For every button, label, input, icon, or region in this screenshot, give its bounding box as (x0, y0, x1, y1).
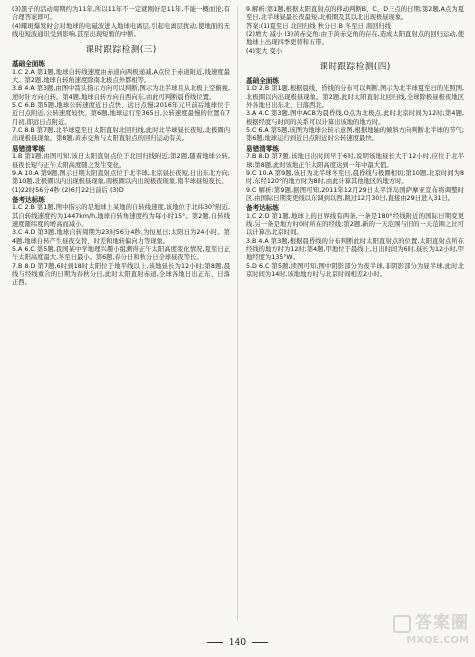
answer-paragraph: 7.B 8.D 第7题,6时到18时太阳位于地平线以上,该地昼长为12小时;第8题,晨线与经线重合的日期为春秋分日,此时太阳直射赤道,全球各地日出正东、日落正西。 (12, 262, 230, 287)
subsection-title: 基础全面练 (12, 60, 45, 69)
answer-paragraph: 7.C 8.B 第7题,北半球夏至日太阳直射北回归线,此时北半球昼长夜短,北极圈内出现极昼现象。第8题,黄赤交角与太阳直射点的回归运动有关。 (12, 127, 230, 143)
right-top-paragraphs (246, 6, 464, 56)
answer-paragraph: 3.A 4.C 第3题,图中ACB为晨昏线,O点为北极点,此时北京时间为12时;第4题,根据经度与时间的关系可以计算出该地的地方时。 (246, 110, 464, 126)
paragraph: (3)黑子的活动周期约为11年,所以11年不一定就刚好是11年,不能一概而论,有合理答案即可。 (12, 6, 230, 22)
paragraph: 9.解析:第1题,根据太阳直射点的移动判断B、C、D三点的日期;第2题,A点为夏至日,北半球昼最长夜最短,北极圈及其以北出现极昼现象。 (246, 6, 464, 22)
answer-paragraph: 1.C 2.B 第1题,图中指示的是地球上某地的自转线速度,该地位于北纬30°附近,其自转线速度约为1447km/h,地球自转角速度约为每小时15°。第2题,自转线速度随纬度的增高而减小。 (12, 204, 230, 228)
left-blocks (12, 60, 230, 287)
answer-paragraph: 3.B 4.A 第3题,根据晨昏线的分布判断此时太阳直射点的位置,太阳直射点所在经线的地方时为12时;第4题,甲地位于晨线上,日出时间为6时,昼长为12小时,甲地经度为135°W。 (246, 237, 464, 262)
answer-paragraph: 5.C 6.A 第5题,该图为地球公转示意图,根据地轴的倾斜方向判断北半球的节气;第6题,地球运行到近日点附近时公转速度最快。 (246, 127, 464, 143)
answer-paragraph: 7.B 8.D 第7题,该地日出时间早于6时,说明该地昼长大于12小时,应位于北半球;第8题,此时该地正午太阳高度达到一年中最大值。 (246, 153, 464, 169)
answer-paragraph: 1.B 第1题,由图可知,该日太阳直射点位于北回归线附近;第2题,随着地球公转,昼夜长短与正午太阳高度随之发生变化。 (12, 153, 230, 169)
subsection-title: 备考达标练 (12, 195, 45, 204)
answer-paragraph: 5.D 6.C 第5题,读图可知,图中阴影部分为夜半球,非阴影部分为昼半球,此时北京时间为14时,该地地方时与北京时间相差2小时。 (246, 262, 464, 278)
page-number-text: 140 (228, 638, 247, 648)
left-column (12, 6, 230, 288)
column-divider (237, 6, 238, 621)
page-number-rule-right (252, 642, 268, 643)
watermark-logo (393, 613, 469, 653)
answer-paragraph: 9.C 10.A 第9题,该日为北半球冬至日,晨昏线与极圈相切;第10题,北京时间为8时,东经120°的地方时为8时,由此计算其他地区的地方时。 (246, 169, 464, 186)
subsection-title: 易错清零练 (12, 144, 45, 153)
answer-paragraph: 3.C 4.D 第3题,地球自转周期为23时56分4秒,为恒星日;太阳日为24小时。第4题,地球自转产生昼夜交替、时差和地转偏向力等现象。 (12, 229, 230, 245)
answer-paragraph: 9.C 解析:第9题,据图可知,2011年12月29日太平洋岛国萨摩亚宣布将调整时区,由国际日期变更线以东调到以西,跳过12月30日,直接由29日进入31日。 (246, 186, 464, 202)
paragraph: (2)增大 减小 (3)黄赤交角:由于黄赤交角的存在,造成太阳直射点的回归运动,使地球上出现四季更替和五带。 (246, 31, 464, 47)
answer-paragraph: 1.D 2.B 第1题,根据晨线、昏线的分布可以判断,图示为北半球夏至日的光照图,北极圈以内出现极昼现象。第2题,此时太阳直射北回归线,全球除极昼极夜地区外各地日出东北、日落西北。 (246, 85, 464, 110)
answer-paragraph: (1)22时56分4秒 (2)6月22日前后 (3)D (12, 186, 124, 194)
answer-paragraph: 1.C 2.D 第1题,地球上的日界线有两条,一条是180°经线附近的国际日期变更线,另一条是地方时0时所在的经线;第2题,新的一天范围与旧的一天范围之比可以计算出北京时间。 (246, 212, 464, 237)
section-heading: 课时跟踪检测(四) (319, 62, 391, 73)
answer-paragraph: 3.B 4.A 第3题,由图中箭头指示方向可以判断,图示为北半球且从北极上空俯视,逆时针方向自转。第4题,地球自转方向自西向东,由此可判断晨昏线位置。 (12, 85, 230, 101)
answer-paragraph: 9.A 10.A 第9题,图示日期太阳直射点位于北半球,北京昼长夜短,日出东北方向;第10题,北极圈以内出现极昼现象,南极圈以内出现极夜现象,南半球昼短夜长。 (12, 169, 230, 186)
right-column (246, 6, 464, 279)
answer-paragraph: 1.C 2.A 第1题,地球自转线速度由赤道向两极递减,A点位于赤道附近,线速度最大。第2题,地球自转角速度除南北极点外都相等。 (12, 68, 230, 85)
watermark-icon (393, 615, 411, 633)
right-blocks (246, 77, 464, 279)
subsection-title: 基础全面练 (246, 77, 279, 86)
watermark-line2: MXQE.COM (406, 635, 469, 646)
answer-paragraph: 5.A 6.C 第5题,我国某中学地理兴趣小组测得正午太阳高度变化情况,夏至日正午太阳高度最大,冬至日最小。第6题,春分日和秋分日全球昼夜等长。 (12, 245, 230, 262)
left-top-paragraphs (12, 6, 230, 39)
answer-paragraph: 5.C 6.B 第5题,地球公转速度近日点快、远日点慢;2016年元旦前后地球位于近日点附近,公转速度较快。第6题,地球运行至365日,公转速度最慢的位置在7月初,即远日点附近。 (12, 102, 230, 126)
paragraph: 答案:(1)夏至日 北回归线 秋分日 B 冬至日 南回归线 (246, 22, 392, 30)
page-number-rule-left (207, 642, 223, 643)
subsection-title: 备考达标练 (246, 204, 279, 213)
paragraph: (4)变大 变小 (246, 47, 283, 55)
watermark-line1: 答案圈 (415, 613, 469, 633)
paragraph: (4)耀斑爆发时会对地球的电磁波进入地球电离层,引起电离层扰动,使地面的无线电短波通讯受到影响,甚至出现短暂的中断。 (12, 22, 230, 39)
section-heading: 课时跟踪检测(三) (85, 45, 157, 56)
subsection-title: 易错清零练 (246, 144, 279, 153)
